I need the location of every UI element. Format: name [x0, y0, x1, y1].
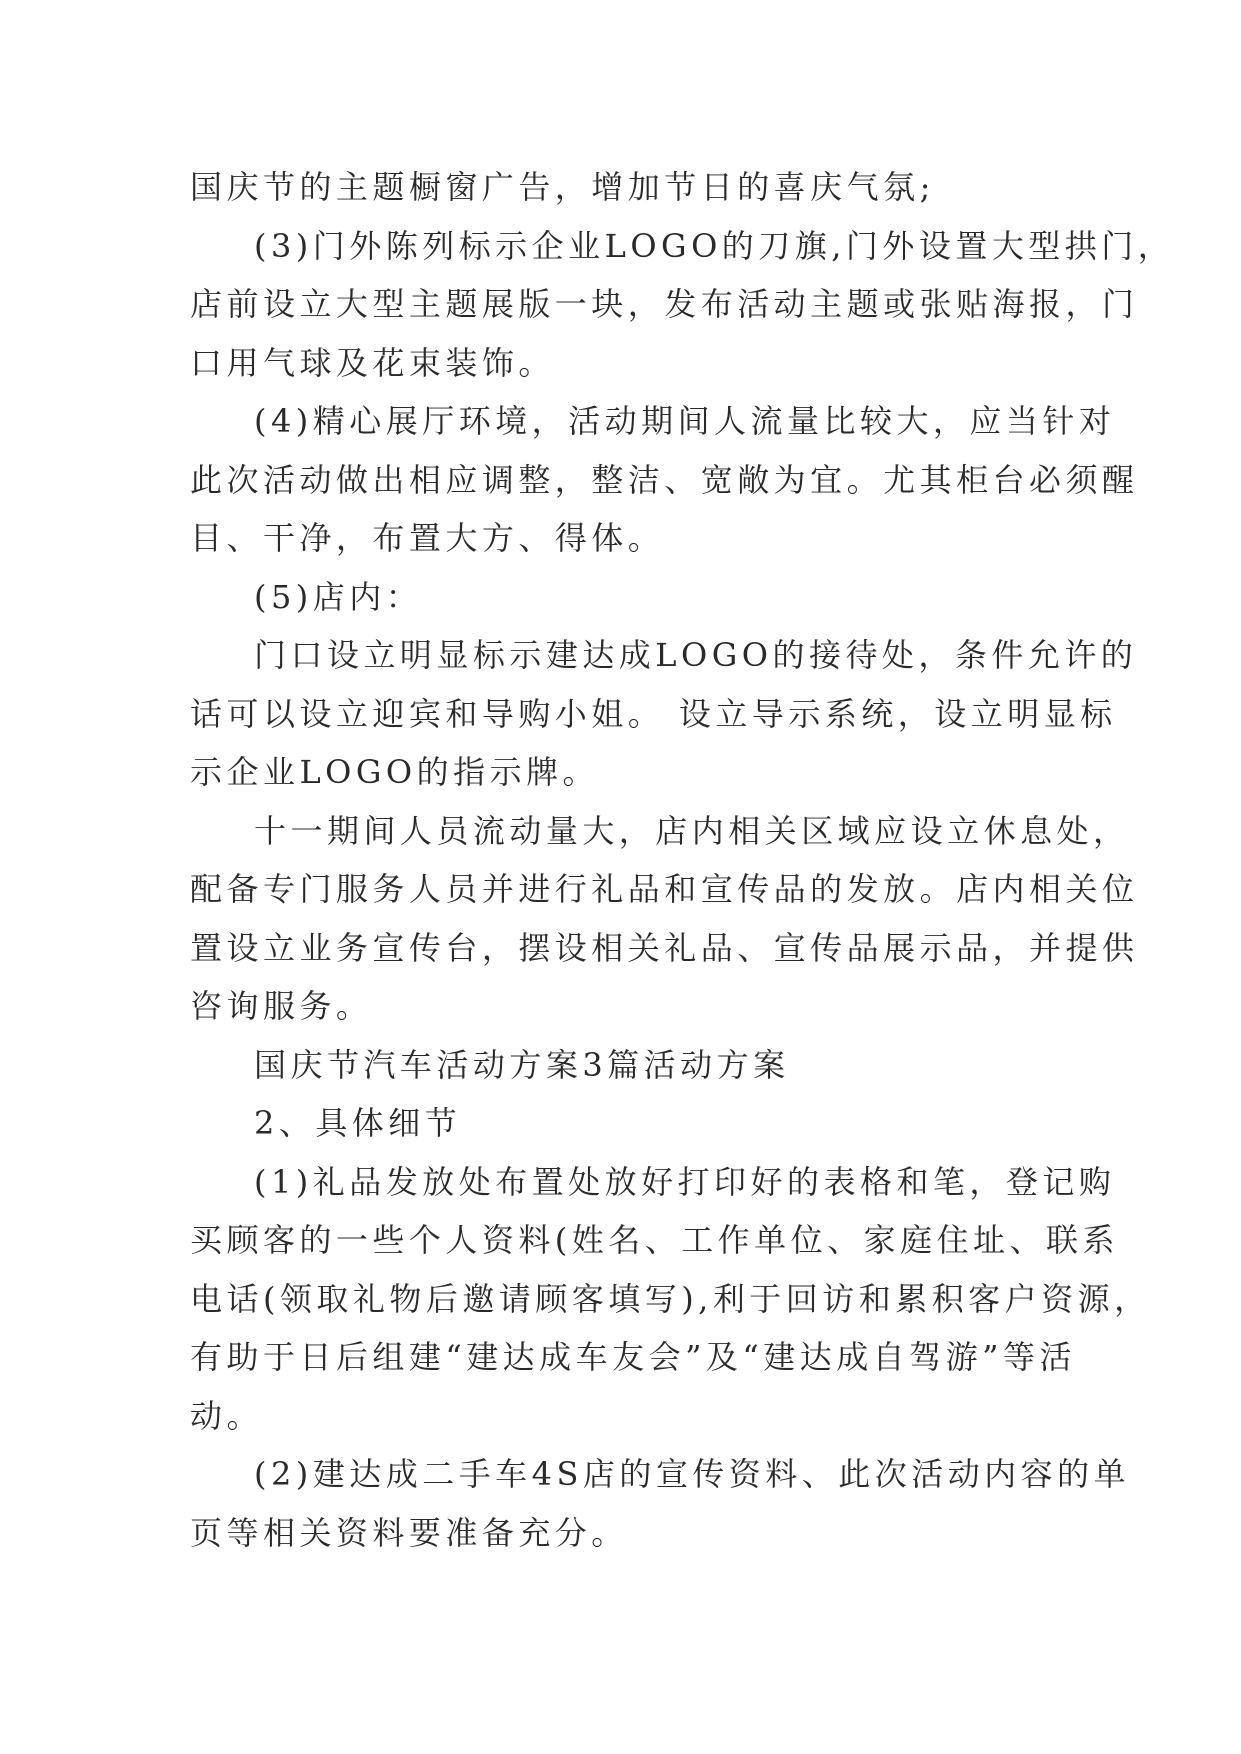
text-line: 门口设立明显标示建达成LOGO的接待处，条件允许的	[254, 636, 1138, 674]
text-line: 配备专门服务人员并进行礼品和宣传品的发放。店内相关位	[190, 870, 1139, 908]
text-line: 十一期间人员流动量大，店内相关区域应设立休息处，	[254, 811, 1130, 850]
text-line: 有助于日后组建“建达成车友会”及“建达成自驾游”等活	[190, 1338, 1076, 1376]
document-body	[190, 158, 1175, 1562]
text-line: 口用气球及花束装饰。	[190, 343, 555, 382]
text-line: (2)建达成二手车4S店的宣传资料、此次活动内容的单	[254, 1455, 1131, 1493]
text-line: 咨询服务。	[190, 987, 373, 1025]
text-line: 国庆节的主题橱窗广告，增加节日的喜庆气氛;	[190, 168, 935, 206]
text-line: 买顾客的一些个人资料(姓名、工作单位、家庭住址、联系	[190, 1221, 1119, 1259]
text-line: 话可以设立迎宾和导购小姐。 设立导示系统，设立明显标	[190, 694, 1117, 733]
text-line: 电话(领取礼物后邀请顾客填写),利于回访和累积客户资源，	[190, 1279, 1151, 1318]
text-line: 店前设立大型主题展版一块，发布活动主题或张贴海报，门	[190, 285, 1139, 323]
text-line: 置设立业务宣传台，摆设相关礼品、宣传品展示品，并提供	[190, 928, 1139, 967]
text-line: (1)礼品发放处布置处放好打印好的表格和笔，登记购	[254, 1162, 1116, 1201]
text-line: 国庆节汽车活动方案3篇活动方案	[254, 1045, 790, 1084]
text-line: (4)精心展厅环境，活动期间人流量比较大，应当针对	[254, 402, 1116, 440]
text-line: 目、干净，布置大方、得体。	[190, 519, 665, 557]
text-line: (5)店内：	[254, 577, 423, 616]
text-line: 示企业LOGO的指示牌。	[190, 753, 600, 791]
text-line: 此次活动做出相应调整，整洁、宽敞为宜。尤其柜台必须醒	[190, 460, 1139, 499]
text-line: 2、具体细节	[254, 1104, 462, 1142]
text-line: 动。	[190, 1396, 263, 1435]
text-line: (3)门外陈列标示企业LOGO的刀旗,门外设置大型拱门，	[254, 226, 1175, 265]
text-line: 页等相关资料要准备充分。	[190, 1513, 628, 1552]
